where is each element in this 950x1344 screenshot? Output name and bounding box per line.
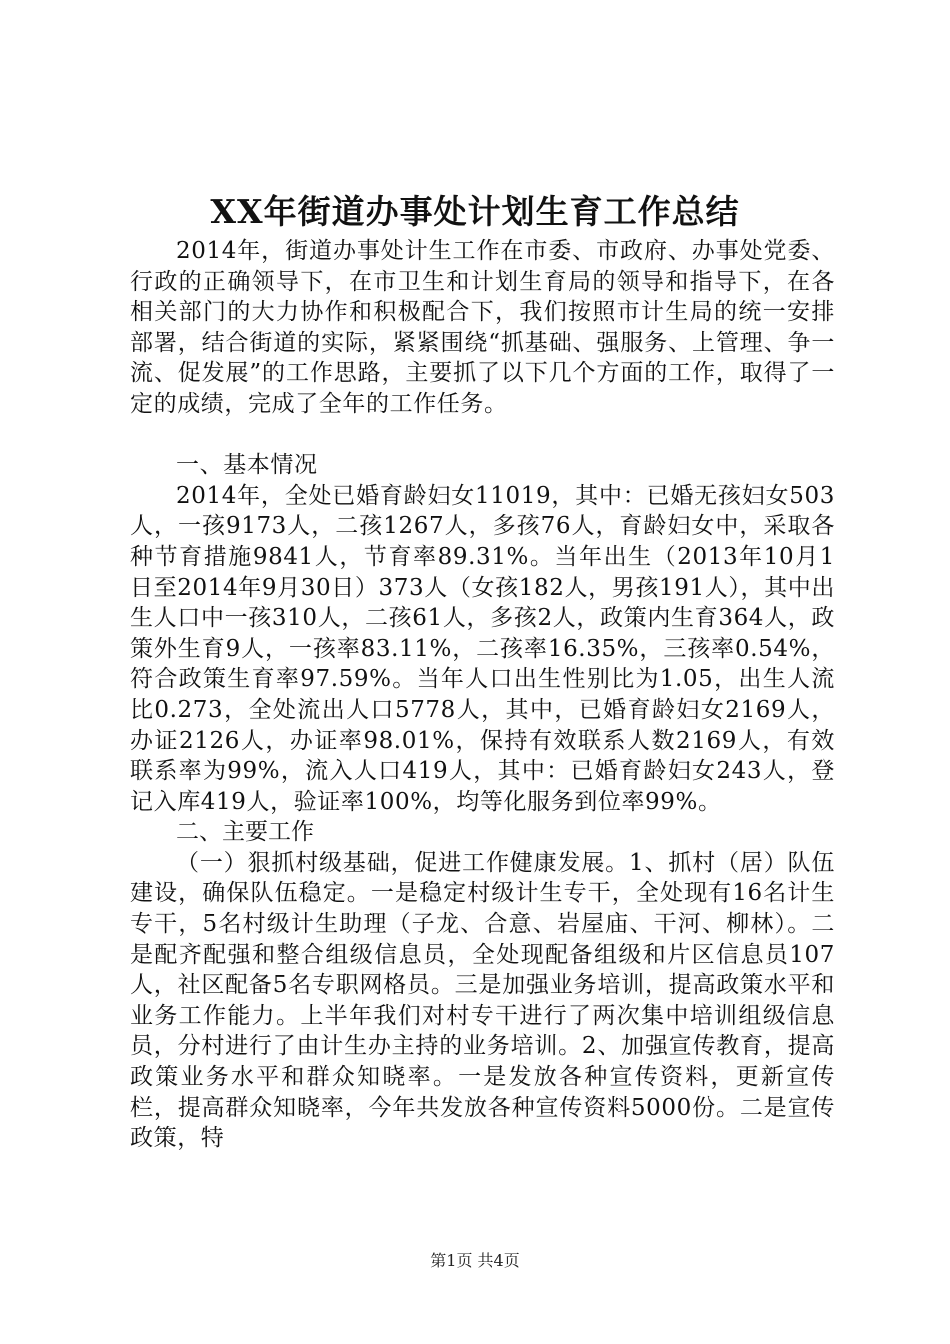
intro-paragraph: 2014年，街道办事处计生工作在市委、市政府、办事处党委、行政的正确领导下，在市卫生和计划生育局的领导和指导下，在各相关部门的大力协作和积极配合下，我们按照市计生局的统一安排部署，结合街道的实际，紧紧围绕“抓基础、强服务、上管理、争一流、促发展”的工作思路，主要抓了以下几个方面的工作，取得了一定的成绩，完成了全年的工作任务。 [130, 238, 835, 417]
section-heading-main-work: 二、主要工作 [176, 819, 314, 846]
basic-situation-paragraph: 2014年，全处已婚育龄妇女11019，其中：已婚无孩妇女503人，一孩9173人，二孩1267人，多孩76人，育龄妇女中，采取各种节育措施9841人，节育率89.31%。当年出生（2013年10月1日至2014年9月30日）373人（女孩182人，男孩191人），其中出生人口中一孩310人，二孩61人，多孩2人，政策内生育364人，政策外生育9人，一孩率83.11%，二孩率16.35%，三孩率0.54%，符合政策生育率97.59%。当年人口出生性别比为1.05，出生人流比0.273，全处流出人口5778人，其中，已婚育龄妇女2169人，办证2126人，办证率98.01%，保持有效联系人数2169人，有效联系率为99%，流入人口419人，其中：已婚育龄妇女243人，登记入库419人，验证率100%，均等化服务到位率99%。 [130, 482, 835, 815]
main-work-paragraph: （一）狠抓村级基础，促进工作健康发展。1、抓村（居）队伍建设，确保队伍稳定。一是稳定村级计生专干，全处现有16名计生专干，5名村级计生助理（子龙、合意、岩屋庙、干河、柳林）。二是配齐配强和整合组级信息员，全处现配备组级和片区信息员107人，社区配备5名专职网格员。三是加强业务培训，提高政策水平和业务工作能力。上半年我们对村专干进行了两次集中培训组级信息员，分村进行了由计生办主持的业务培训。2、加强宣传教育，提高政策业务水平和群众知晓率。一是发放各种宣传资料，更新宣传栏，提高群众知晓率，今年共发放各种宣传资料5000份。二是宣传政策，特 [130, 849, 835, 1152]
document-body [130, 236, 835, 1154]
section-heading-basic-situation: 一、基本情况 [176, 452, 318, 479]
document-title: XX年街道办事处计划生育工作总结 [210, 192, 740, 231]
page-number-footer: 第1页 共4页 [430, 1251, 520, 1270]
